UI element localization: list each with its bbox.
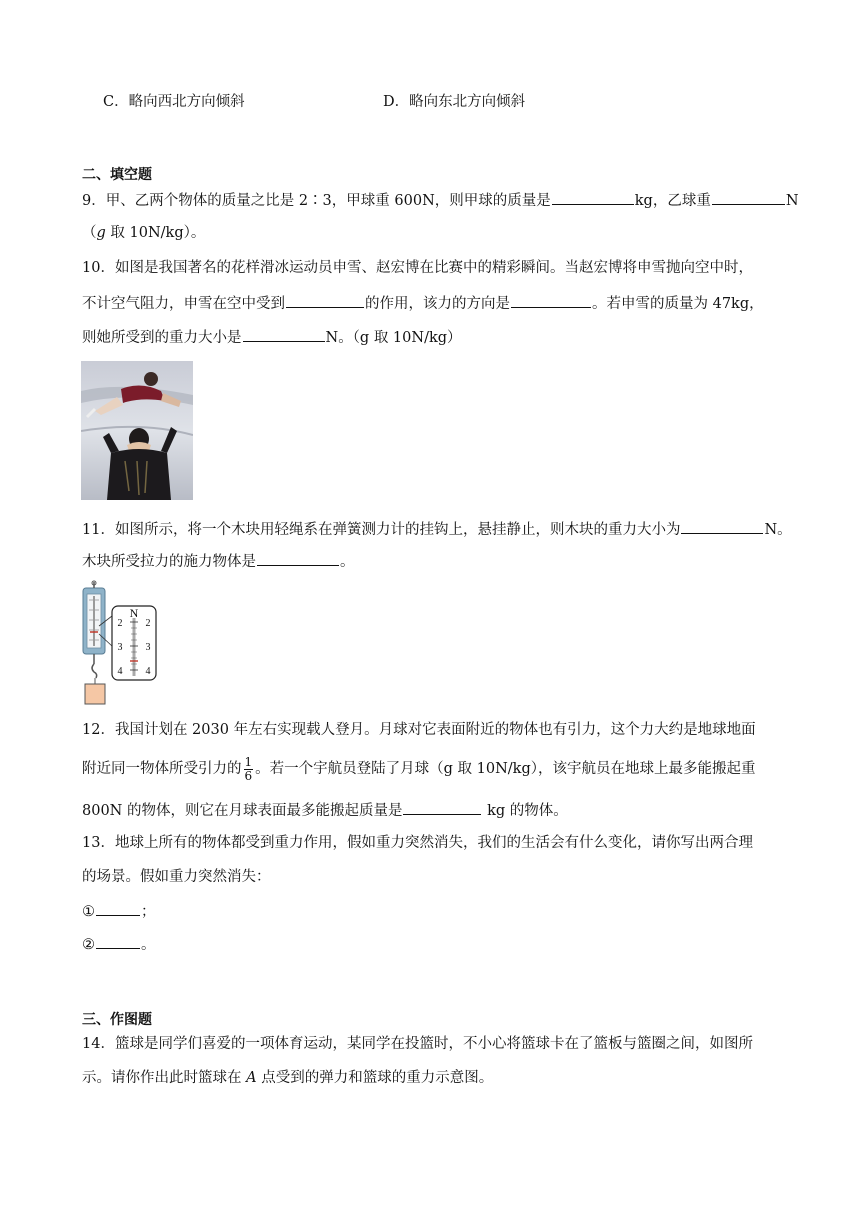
q10-text: 。若申雪的质量为 47kg， (592, 296, 764, 312)
scale-tick-left: 4 (117, 666, 123, 677)
q10-blank-force (286, 293, 364, 308)
q10-text: 不计空气阻力，申雪在空中受到 (82, 296, 285, 312)
q10-text: 的作用，该力的方向是 (365, 296, 510, 312)
q9-blank-mass (552, 190, 634, 205)
section-drawing-title: 三、作图题 (82, 1012, 152, 1028)
q9-text: kg，乙球重 (634, 193, 711, 209)
q12-blank-mass (403, 800, 481, 815)
q12-fraction (244, 756, 254, 783)
q12-text: kg 的物体。 (482, 803, 568, 819)
q11-text: N。 (764, 522, 792, 538)
q13-text: 。 (141, 937, 156, 953)
q9-blank-weight (712, 190, 785, 205)
q9-text: N (785, 193, 799, 209)
q9-text: （ (82, 225, 97, 241)
circled-number-1: ① (82, 904, 95, 920)
scale-tick-left: 3 (117, 642, 123, 653)
q10-blank-direction (511, 293, 591, 308)
q12-line1: 12．我国计划在 2030 年左右实现载人登月。月球对它表面附近的物体也有引力，这个力大约是地球地面 (82, 722, 756, 738)
q12-text: 800N 的物体，则它在月球表面最多能搬起质量是 (82, 803, 403, 819)
q14-line2 (82, 1068, 493, 1088)
fraction-denominator: 6 (244, 768, 253, 783)
figure-skaters-photo (81, 361, 193, 500)
q11-blank-source (257, 551, 339, 566)
q9-line2 (82, 223, 205, 243)
q11-line2 (82, 551, 355, 572)
scale-tick-right: 4 (145, 666, 151, 677)
q12-line3 (82, 800, 568, 821)
q11-text: 。 (340, 554, 355, 570)
q10-text: N。（g 取 10N/kg） (325, 330, 462, 346)
q13-item2 (82, 934, 156, 955)
q11-text: 11．如图所示，将一个木块用轻绳系在弹簧测力计的挂钩上，悬挂静止，则木块的重力大小为 (82, 522, 681, 538)
scale-tick-right: 3 (145, 642, 151, 653)
q13-line2: 的场景。假如重力突然消失： (82, 869, 271, 885)
q13-text: ； (141, 904, 156, 920)
q14-line1: 14．篮球是同学们喜爱的一项体育运动，某同学在投篮时，不小心将篮球卡在了篮板与篮圈之间，如图所 (82, 1036, 753, 1052)
q12-text: 。若一个宇航员登陆了月球（g 取 10N/kg），该宇航员在地球上最多能搬起重 (255, 761, 756, 777)
q9-text: 取 10N/kg）。 (105, 225, 206, 241)
q11-text: 木块所受拉力的施力物体是 (82, 554, 256, 570)
q14-text: 点受到的弹力和篮球的重力示意图。 (256, 1070, 494, 1086)
q12-line2 (82, 752, 755, 786)
scale-tick-left: 2 (117, 618, 123, 629)
q11-line1 (82, 519, 792, 540)
circled-number-2: ② (82, 937, 95, 953)
scale-tick-right: 2 (145, 618, 151, 629)
q10-line1: 10．如图是我国著名的花样滑冰运动员申雪、赵宏博在比赛中的精彩瞬间。当赵宏博将申雪抛向空中时， (82, 260, 753, 276)
q13-item1 (82, 901, 156, 922)
q9-line1 (82, 190, 799, 211)
q10-blank-gravity (243, 327, 325, 342)
q8-option-d: D．略向东北方向倾斜 (383, 94, 526, 110)
q10-line3 (82, 327, 462, 348)
spring-scale-figure (80, 580, 160, 710)
q8-option-c: C．略向西北方向倾斜 (103, 94, 245, 110)
q13-line1: 13．地球上所有的物体都受到重力作用，假如重力突然消失，我们的生活会有什么变化，请你写出两合理 (82, 835, 753, 851)
q9-text: 9．甲、乙两个物体的质量之比是 2∶3，甲球重 600N，则甲球的质量是 (82, 193, 551, 209)
q9-var-g: g (96, 225, 106, 241)
section-fill-in-title: 二、填空题 (82, 167, 152, 183)
q12-text: 附近同一物体所受引力的 (82, 761, 242, 777)
scale-unit-label: N (129, 606, 139, 620)
q10-line2 (82, 293, 764, 314)
q11-blank-weight (681, 519, 763, 534)
q13-blank-2 (96, 934, 140, 949)
q13-blank-1 (96, 901, 140, 916)
q10-text: 则她所受到的重力大小是 (82, 330, 242, 346)
q14-text: 示。请你作出此时篮球在 (82, 1070, 247, 1086)
fraction-numerator: 1 (244, 754, 253, 769)
q14-var-a: A (246, 1070, 257, 1086)
